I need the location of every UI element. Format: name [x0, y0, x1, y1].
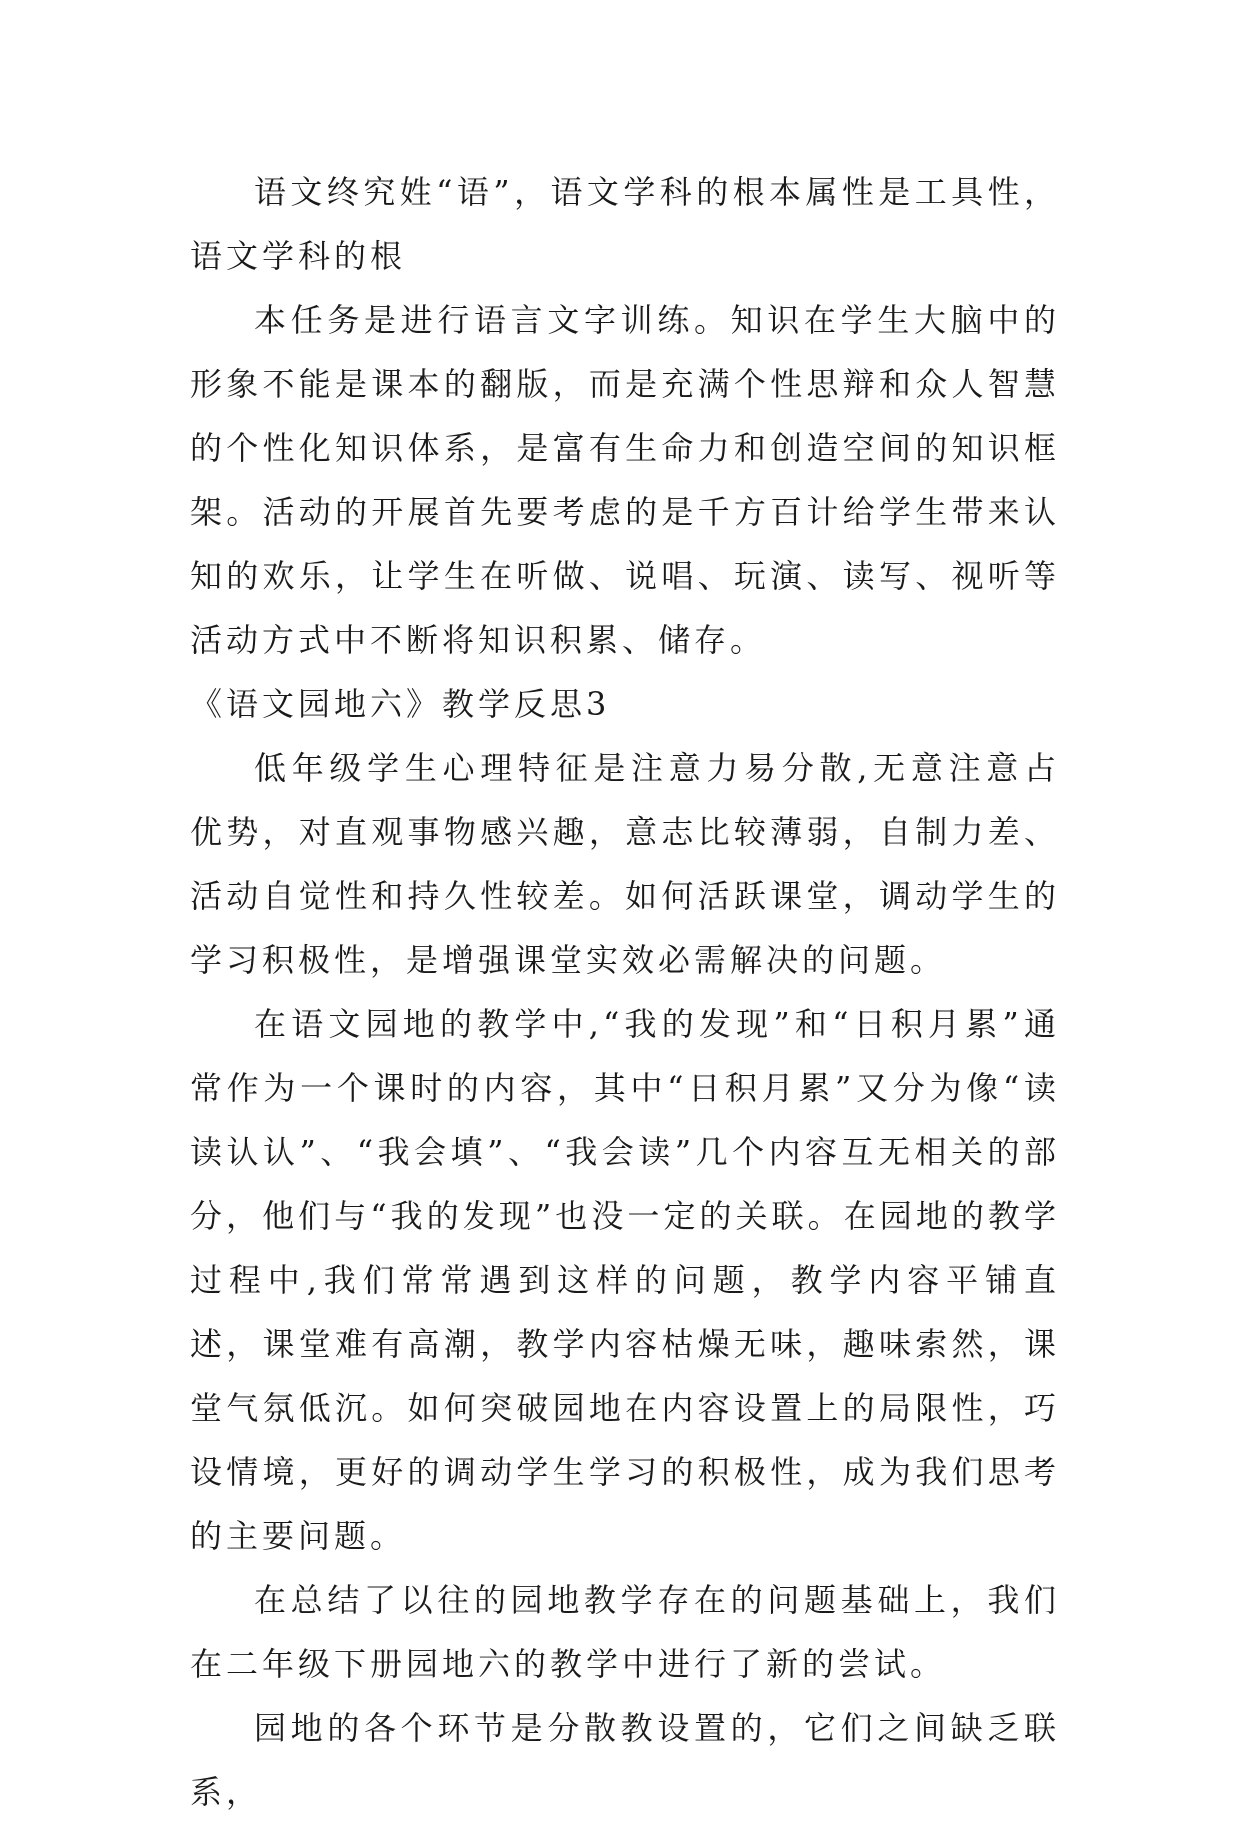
paragraph-3: 低年级学生心理特征是注意力易分散,无意注意占优势，对直观事物感兴趣，意志比较薄弱，自制力差、活动自觉性和持久性较差。如何活跃课堂，调动学生的学习积极性，是增强课堂实效必需解决的问题。	[190, 749, 1060, 979]
paragraph-4: 在语文园地的教学中,“我的发现”和“日积月累”通常作为一个课时的内容，其中“日积月累”又分为像“读读认认”、“我会填”、“我会读”几个内容互无相关的部分，他们与“我的发现”也没一定的关联。在园地的教学过程中,我们常常遇到这样的问题，教学内容平铺直述，课堂难有高潮，教学内容枯燥无味，趣味索然，课堂气氛低沉。如何突破园地在内容设置上的局限性，巧设情境，更好的调动学生学习的积极性，成为我们思考的主要问题。	[190, 1005, 1060, 1555]
paragraph-6: 园地的各个环节是分散教设置的，它们之间缺乏联系，	[190, 1709, 1060, 1811]
paragraph-1: 语文终究姓“语”，语文学科的根本属性是工具性，语文学科的根	[190, 173, 1060, 275]
paragraph-2: 本任务是进行语言文字训练。知识在学生大脑中的形象不能是课本的翻版，而是充满个性思辩和众人智慧的个性化知识体系，是富有生命力和创造空间的知识框架。活动的开展首先要考虑的是千方百计给学生带来认知的欢乐，让学生在听做、说唱、玩演、读写、视听等活动方式中不断将知识积累、储存。	[190, 301, 1060, 659]
paragraph-5: 在总结了以往的园地教学存在的问题基础上，我们在二年级下册园地六的教学中进行了新的尝试。	[190, 1581, 1060, 1683]
document-body	[190, 160, 1060, 1824]
section-heading: 《语文园地六》教学反思3	[190, 685, 611, 723]
